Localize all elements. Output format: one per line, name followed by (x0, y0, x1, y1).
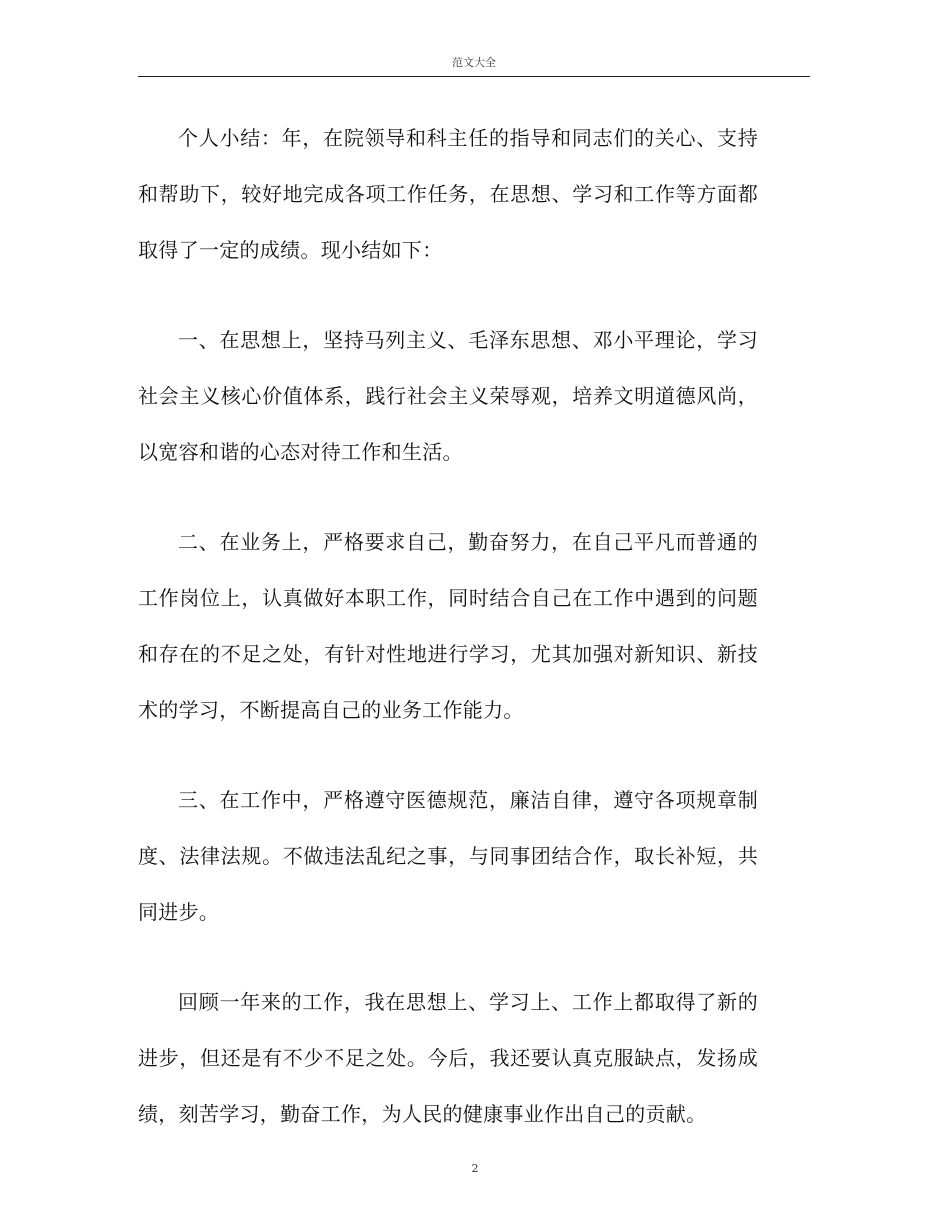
page-number: 2 (471, 1162, 479, 1175)
paragraph-ideology: 一、在思想上，坚持马列主义、毛泽东思想、邓小平理论，学习社会主义核心价值体系，践行社会主义荣辱观，培养文明道德风尚，以宽容和谐的心态对待工作和生活。 (138, 328, 758, 464)
page-header (138, 50, 810, 77)
paragraph-intro: 个人小结：年，在院领导和科主任的指导和同志们的关心、支持和帮助下，较好地完成各项工作任务，在思想、学习和工作等方面都取得了一定的成绩。现小结如下： (138, 126, 758, 262)
paragraph-work-conduct: 三、在工作中，严格遵守医德规范，廉洁自律，遵守各项规章制度、法律法规。不做违法乱纪之事，与同事团结合作，取长补短，共同进步。 (138, 788, 758, 924)
paragraph-review: 回顾一年来的工作，我在思想上、学习上、工作上都取得了新的进步，但还是有不少不足之处。今后，我还要认真克服缺点，发扬成绩，刻苦学习，勤奋工作，为人民的健康事业作出自己的贡献。 (138, 990, 758, 1126)
document-body (138, 110, 758, 1176)
header-title: 范文大全 (452, 56, 496, 69)
paragraph-professional: 二、在业务上，严格要求自己，勤奋努力，在自己平凡而普通的工作岗位上，认真做好本职工作，同时结合自己在工作中遇到的问题和存在的不足之处，有针对性地进行学习，尤其加强对新知识、新技术的学习，不断提高自己的业务工作能力。 (138, 530, 758, 722)
